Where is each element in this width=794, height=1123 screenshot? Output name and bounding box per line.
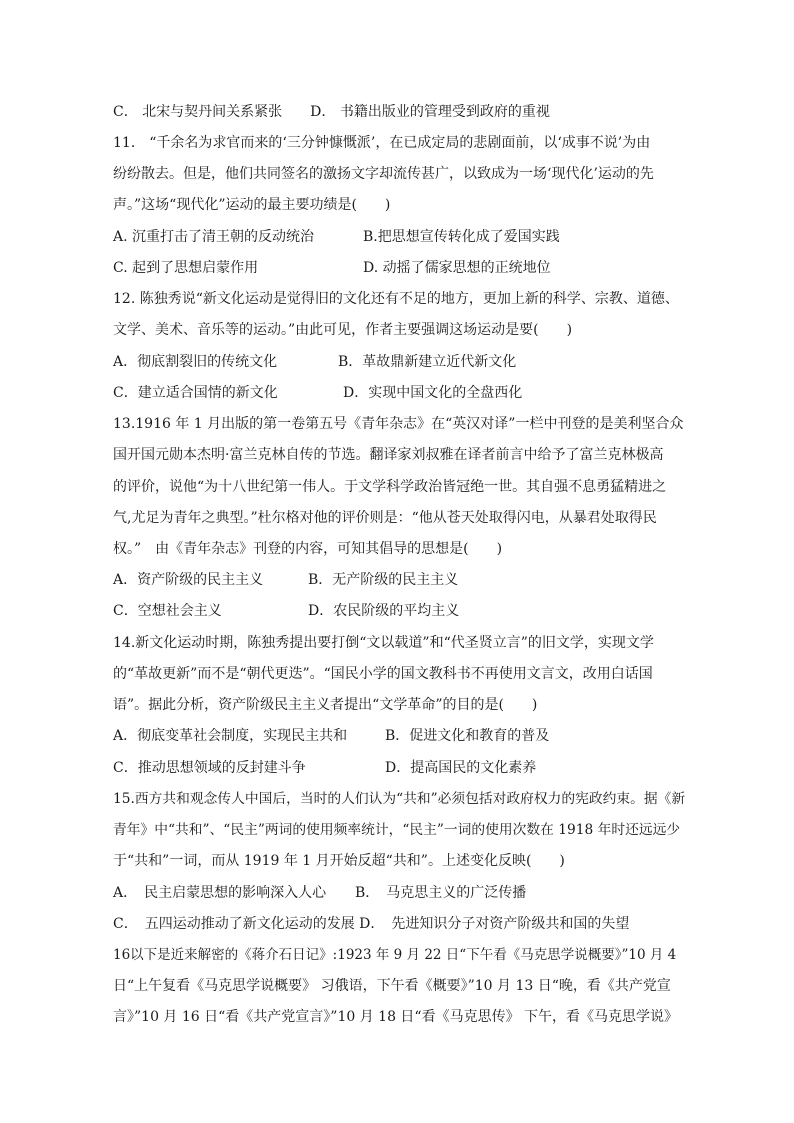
line-text: C． 北宋与契丹间关系紧张 D． 书籍出版业的管理受到政府的重视 <box>113 104 550 120</box>
line-text: 国开国元勋本杰明·富兰克林自传的节选。翻译家刘叔雅在译者前言中给予了富兰克林极高 <box>113 447 664 463</box>
option-c: C. 起到了思想启蒙作用 <box>113 260 259 276</box>
option-b: B． 马克思主义的广泛传播 <box>355 885 527 901</box>
option-c: C．空想社会主义 <box>113 603 222 619</box>
q11-stem <box>113 195 685 215</box>
line-text: 的评价，说他“为十八世纪第一伟人。于文学科学政治皆冠绝一世。其自强不息勇猛精进之 <box>113 479 667 495</box>
q16-stem <box>113 1007 685 1027</box>
option-b: B．革故鼎新建立近代新文化 <box>338 354 517 370</box>
q12-options-cd <box>113 383 685 403</box>
line-text: 13.1916 年 1 月出版的第一卷第五号《青年杂志》在“英汉对译”一栏中刊登的是美利坚合众 <box>113 416 684 432</box>
line-text: 青年》中“共和”、“民主”两词的使用频率统计，“民主”一词的使用次数在 1918 年时还远远少 <box>113 822 681 838</box>
q13-stem <box>113 445 685 465</box>
line-text: 日“上午复看《马克思学说概要》 习俄语，下午看《概要》”10 月 13 日“晚，看《共产党宣 <box>113 978 671 994</box>
q13-stem <box>113 539 685 559</box>
line-text: 的“革故更新”而不是“朝代更迭”。“国民小学的国文教科书不再使用文言文，改用白话国 <box>113 666 653 682</box>
option-b: B.把思想宣传转化成了爱国实践 <box>363 229 560 245</box>
q14-stem <box>113 664 685 684</box>
q15-stem <box>113 789 685 809</box>
option-a: A．彻底割裂旧的传统文化 <box>113 354 278 370</box>
q13-stem <box>113 414 685 434</box>
option-a: A. 沉重打击了清王朝的反动统治 <box>113 229 315 245</box>
option-c: C．建立适合国情的新文化 <box>113 385 278 401</box>
option-d: D．实现中国文化的全盘西化 <box>343 385 523 401</box>
q15-options-ab <box>113 883 685 903</box>
q16-stem <box>113 945 685 965</box>
option-d: D. 动摇了儒家思想的正统地位 <box>363 260 551 276</box>
line-text: 纷纷散去。但是，他们共同签名的激扬文字却流传甚广，以致成为一场‘现代化’运动的先 <box>113 166 654 182</box>
option-a: A． 民主启蒙思想的影响深入人心 <box>113 885 327 901</box>
q15-stem <box>113 851 685 871</box>
q12-options-ab <box>113 352 685 372</box>
q12-stem <box>113 320 685 340</box>
line-text: 文学、美术、音乐等的运动。”由此可见，作者主要强调这场运动是要( ) <box>113 322 573 338</box>
q13-stem <box>113 477 685 497</box>
option-b: B．无产阶级的民主主义 <box>308 572 459 588</box>
q15-options-cd <box>113 914 685 934</box>
option-a: A．资产阶级的民主主义 <box>113 572 264 588</box>
q14-options-cd <box>113 758 685 778</box>
option-a: A．彻底变革社会制度，实现民主共和 <box>113 728 348 744</box>
line-text: C． 五四运动推动了新文化运动的发展 D． 先进知识分子对资产阶级共和国的失望 <box>113 916 630 932</box>
q16-stem <box>113 976 685 996</box>
line-text: 气,尤足为青年之典型。”杜尔格对他的评价则是：“他从苍天处取得闪电，从暴君处取得民 <box>113 510 657 526</box>
line-text: 11． “千余名为求官而来的‘三分钟慷慨派’，在已成定局的悲剧面前，以‘成事不说’为由 <box>113 135 651 151</box>
q11-stem <box>113 164 685 184</box>
line-text: 于“共和”一词，而从 1919 年 1 月开始反超“共和”。上述变化反映( ) <box>113 853 565 869</box>
option-c: C．推动思想领域的反封建斗争 <box>113 760 306 776</box>
q13-stem <box>113 508 685 528</box>
q14-stem <box>113 695 685 715</box>
line-text: 权。” 由《青年杂志》刊登的内容，可知其倡导的思想是( ) <box>113 541 503 557</box>
line-text: 声。”这场“现代化”运动的最主要功绩是( ) <box>113 197 391 213</box>
line-text: 14.新文化运动时期，陈独秀提出要打倒“文以载道”和“代圣贤立言”的旧文学，实现文学 <box>113 635 654 651</box>
q11-options-ab <box>113 227 685 247</box>
option-d: D．农民阶级的平均主义 <box>308 603 460 619</box>
option-b: B．促进文化和教育的普及 <box>385 728 550 744</box>
line-text: 言》”10 月 16 日“看《共产党宣言》”10 月 18 日“看《马克思传》 下午，看《马克思学说》 <box>113 1009 679 1025</box>
q12-stem <box>113 289 685 309</box>
line-text: 16以下是近来解密的《蒋介石日记》:1923 年 9 月 22 日“下午看《马克思学说概要》”10 月 4 <box>113 947 677 963</box>
q14-options-ab <box>113 726 685 746</box>
line-text: 12. 陈独秀说“新文化运动是觉得旧的文化还有不足的地方，更加上新的科学、宗教、道德、 <box>113 291 679 307</box>
q14-stem <box>113 633 685 653</box>
q15-stem <box>113 820 685 840</box>
line-text: 语”。据此分析，资产阶级民主主义者提出“文学革命”的目的是( ) <box>113 697 538 713</box>
option-d: D．提高国民的文化素养 <box>385 760 537 776</box>
q13-options-ab <box>113 570 685 590</box>
q10-options-cd <box>113 102 685 122</box>
q11-stem <box>113 133 685 153</box>
q13-options-cd <box>113 601 685 621</box>
q11-options-cd <box>113 258 685 278</box>
line-text: 15.西方共和观念传人中国后，当时的人们认为“共和”必须包括对政府权力的宪政约束。据《新 <box>113 791 686 807</box>
